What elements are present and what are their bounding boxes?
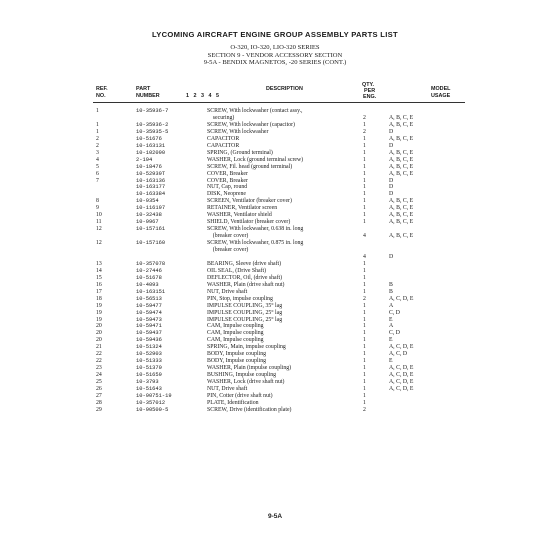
header-rule [93, 102, 465, 103]
model-usage-cell: A, B, C, E [389, 170, 414, 177]
qty-cell: 1 [363, 302, 366, 309]
qty-cell: 1 [363, 399, 366, 406]
qty-cell: 1 [363, 184, 366, 191]
qty-cell: 1 [363, 142, 366, 149]
description-cell: SCREW, With lockwasher (capacitor) [207, 121, 295, 128]
model-usage-cell: D [389, 177, 394, 184]
description-cell: SCREW, With lockwasher, 0.875 in. long [207, 240, 304, 247]
model-usage-cell: E [389, 316, 393, 323]
model-usage-cell: B [389, 281, 393, 288]
ref-cell: 15 [96, 274, 102, 281]
model-usage-cell: A, B, C, E [389, 205, 414, 212]
ref-cell: 10 [96, 212, 102, 219]
part-number-cell: 2-194 [136, 156, 153, 163]
ref-cell: 7 [96, 177, 99, 184]
part-number-cell: 10-3793 [136, 379, 159, 386]
part-number-cell: 10-116197 [136, 205, 166, 212]
ref-cell: 4 [96, 156, 99, 163]
ref-cell: 11 [96, 219, 102, 226]
part-number-cell: 10-163177 [136, 184, 166, 191]
part-number-cell: 10-157161 [136, 226, 166, 233]
subsection-heading: 9-5A - BENDIX MAGNETOS, -20 SERIES (CONT.) [203, 59, 347, 66]
description-cell: BEARING, Sleeve (drive shaft) [207, 260, 282, 267]
ref-cell: 9 [96, 205, 99, 212]
col-qty-line2: PER [364, 88, 376, 94]
description-cell: RETAINER, Ventilator screen [207, 205, 278, 212]
ref-cell: 17 [96, 288, 102, 295]
ref-cell: 1 [96, 128, 99, 135]
qty-cell: 1 [363, 392, 366, 399]
model-usage-cell: A, B, C, E [389, 156, 414, 163]
qty-cell: 1 [363, 170, 366, 177]
qty-cell: 1 [363, 156, 366, 163]
qty-cell: 1 [363, 309, 366, 316]
part-number-cell: 10-9967 [136, 219, 159, 226]
part-number-cell: 10-59437 [136, 330, 162, 337]
model-usage-cell: B [389, 288, 393, 295]
qty-cell: 1 [363, 135, 366, 142]
description-cell: CAPACITOR [207, 135, 240, 142]
description-cell: SPRING, (Ground terminal) [207, 149, 273, 156]
document-title: LYCOMING AIRCRAFT ENGINE GROUP ASSEMBLY PARTS LIST [152, 30, 398, 39]
description-cell: WASHER, Ventilator shield [207, 212, 272, 219]
ref-cell: 3 [96, 149, 99, 156]
qty-cell: 1 [363, 212, 366, 219]
col-model-line1: MODEL [431, 86, 451, 92]
part-number-cell: 10-51324 [136, 344, 162, 351]
ref-cell: 23 [96, 365, 102, 372]
part-number-cell: 10-35935-5 [136, 128, 169, 135]
model-usage-cell: E [389, 358, 393, 365]
description-cell: DEFLECTOR, Oil, (drive shaft) [207, 274, 283, 281]
part-number-cell: 10-51676 [136, 135, 162, 142]
ref-cell: 14 [96, 267, 102, 274]
model-usage-cell: A, B, C, E [389, 163, 414, 170]
part-number-cell: 10-4093 [136, 281, 159, 288]
qty-cell: 1 [363, 177, 366, 184]
ref-cell: 19 [96, 309, 102, 316]
model-usage-cell: A, B, C, E [389, 121, 414, 128]
series-heading: O-320, IO-320, LIO-320 SERIES [230, 44, 320, 51]
part-number-cell: 10-56513 [136, 295, 162, 302]
qty-cell: 4 [363, 233, 366, 240]
col-part-line1: PART [136, 86, 151, 92]
qty-cell: 2 [363, 128, 366, 135]
ref-cell: 29 [96, 406, 102, 413]
ref-cell: 20 [96, 330, 102, 337]
description-cell: SCREW, With lockwasher (contact assy., [207, 108, 303, 114]
description-cell: IMPULSE COUPLING, 35° lag [207, 302, 283, 309]
qty-cell: 1 [363, 372, 366, 379]
model-usage-cell: D [389, 142, 394, 149]
description-cell: BODY, Impulse coupling [207, 358, 266, 365]
description-cell: WASHER, Lock (drive shaft nut) [207, 379, 285, 386]
model-usage-cell: A [389, 323, 394, 330]
description-cell: SCREEN, Ventilator (breaker cover) [207, 198, 292, 205]
model-usage-cell: A, C, D, E [389, 295, 414, 302]
ref-cell: 2 [96, 135, 99, 142]
part-number-cell: 10-90751-19 [136, 392, 172, 399]
col-qty-line3: ENG. [363, 94, 377, 100]
model-usage-cell: D [389, 191, 394, 198]
col-ref-line2: NO. [96, 92, 106, 99]
qty-cell: 1 [363, 219, 366, 226]
model-usage-cell: A, C, D [389, 351, 408, 358]
part-number-cell: 10-27446 [136, 267, 162, 274]
qty-cell: 1 [363, 267, 366, 274]
description-cell: SCREW, With lockwasher, 0.638 in. long [207, 226, 304, 233]
qty-cell: 1 [363, 344, 366, 351]
description-cell: COVER, Breaker [207, 177, 248, 184]
part-number-cell: 10-163151 [136, 288, 166, 295]
description-cell: securing) [207, 114, 235, 121]
qty-cell: 1 [363, 198, 366, 205]
part-number-cell: 10-32438 [136, 212, 162, 219]
ref-cell: 20 [96, 337, 102, 344]
part-number-cell: 10-59477 [136, 302, 162, 309]
qty-cell: 1 [363, 379, 366, 386]
qty-cell: 1 [363, 274, 366, 281]
model-usage-cell: A, C, D, E [389, 386, 414, 392]
ref-cell: 12 [96, 240, 102, 247]
qty-cell: 1 [363, 121, 366, 128]
qty-cell: 1 [363, 191, 366, 198]
section-heading: SECTION 9 - VENDOR ACCESSORY SECTION [207, 51, 343, 59]
part-number-cell: 10-59471 [136, 323, 162, 330]
model-usage-cell: A, C, D, E [389, 372, 414, 379]
part-number-cell: 10-357012 [136, 399, 166, 406]
qty-cell: 1 [363, 281, 366, 288]
description-cell: SHIELD, Ventilator (breaker cover) [207, 219, 291, 226]
model-usage-cell: A, B, C, E [389, 114, 414, 121]
description-cell: SCREW, Fil. head (ground terminal) [207, 163, 293, 170]
ref-cell: 27 [96, 392, 102, 399]
ref-cell: 6 [96, 170, 99, 177]
description-cell: PIN, Stop, impulse coupling [207, 295, 273, 302]
part-number-cell: 10-163131 [136, 142, 166, 149]
model-usage-cell: E [389, 337, 393, 344]
part-number-cell: 10-163136 [136, 177, 166, 184]
part-number-cell: 10-357078 [136, 260, 166, 267]
part-number-cell: 10-51643 [136, 386, 162, 392]
ref-cell: 20 [96, 323, 102, 330]
ref-cell: 12 [96, 226, 102, 233]
description-cell: CAM, Impulse coupling [207, 337, 264, 344]
description-cell: PLATE, Identification [207, 399, 259, 406]
description-cell: SPRING, Main, impulse coupling [207, 344, 286, 351]
col-part-line2: NUMBER [136, 92, 160, 99]
page-number: 9-5A [267, 513, 283, 520]
qty-cell: 1 [363, 288, 366, 295]
part-number-cell: 10-51333 [136, 358, 162, 365]
part-number-cell: 10-90500-5 [136, 406, 169, 413]
model-usage-cell: A, C, D, E [389, 344, 414, 351]
part-number-cell: 10-157160 [136, 240, 166, 247]
col-indent-levels: 1 2 3 4 5 [186, 92, 219, 99]
model-usage-cell: A, B, C, E [389, 135, 414, 142]
description-cell: COVER, Breaker [207, 170, 248, 177]
qty-cell: 1 [363, 330, 366, 337]
description-cell: WASHER, Plain (drive shaft nut) [207, 281, 285, 288]
model-usage-cell: A, C, D, E [389, 379, 414, 386]
ref-cell: 16 [96, 281, 102, 288]
qty-cell: 1 [363, 149, 366, 156]
ref-cell: 24 [96, 372, 102, 379]
qty-cell: 1 [363, 163, 366, 170]
part-number-cell: 10-51678 [136, 274, 162, 281]
qty-cell: 1 [363, 316, 366, 323]
description-cell: (breaker cover) [207, 233, 249, 240]
model-usage-cell: A, C, D, E [389, 365, 414, 372]
qty-cell: 1 [363, 205, 366, 212]
col-qty-line1: QTY. [362, 82, 374, 88]
description-cell: OIL SEAL, (Drive Shaft) [207, 267, 267, 274]
part-number-cell: 10-52903 [136, 351, 162, 358]
qty-cell: 1 [363, 323, 366, 330]
qty-cell: 2 [363, 114, 366, 121]
description-cell: BODY, Impulse coupling [207, 351, 266, 358]
ref-cell: 28 [96, 399, 102, 406]
ref-cell: 1 [96, 108, 99, 114]
part-number-cell: 10-51659 [136, 372, 162, 379]
description-cell: IMPULSE COUPLING, 25° lag [207, 316, 283, 323]
ref-cell: 19 [96, 302, 102, 309]
col-ref-line1: REF. [96, 86, 108, 92]
model-usage-cell: A, B, C, E [389, 233, 414, 240]
description-cell: CAPACITOR [207, 142, 240, 149]
ref-cell: 13 [96, 260, 102, 267]
description-cell: SCREW, With lockwasher [207, 128, 269, 135]
qty-cell: 1 [363, 365, 366, 372]
qty-cell: 1 [363, 260, 366, 267]
ref-cell: 26 [96, 386, 102, 392]
description-cell: CAM, Impulse coupling [207, 323, 264, 330]
part-number-cell: 10-51370 [136, 365, 162, 372]
part-number-cell: 10-9354 [136, 198, 159, 205]
model-usage-cell: A [389, 302, 394, 309]
model-usage-cell: D [389, 184, 394, 191]
ref-cell: 21 [96, 344, 102, 351]
part-number-cell: 10-59473 [136, 316, 162, 323]
description-cell: IMPULSE COUPLING, 25° lag [207, 309, 283, 316]
part-number-cell: 10-35936-2 [136, 121, 169, 128]
model-usage-cell: D [389, 128, 394, 135]
model-usage-cell: D [389, 253, 394, 260]
ref-cell: 8 [96, 198, 99, 205]
description-cell: DISK, Neoprene [207, 191, 246, 198]
qty-cell: 1 [363, 351, 366, 358]
part-number-cell: 10-59474 [136, 309, 162, 316]
model-usage-cell: A, B, C, E [389, 212, 414, 219]
part-number-cell: 10-35936-7 [136, 108, 169, 114]
description-cell: NUT, Drive shaft [207, 386, 248, 392]
description-cell: WASHER, Plain (impulse coupling) [207, 365, 292, 372]
model-usage-cell: C, D [389, 309, 400, 316]
model-usage-cell: A, B, C, E [389, 219, 414, 226]
description-cell: NUT, Drive shaft [207, 288, 248, 295]
model-usage-cell: A, B, C, E [389, 149, 414, 156]
qty-cell: 1 [363, 337, 366, 344]
part-number-cell: 10-59436 [136, 337, 162, 344]
table-row [0, 407, 550, 414]
description-cell: NUT, Cap, round [207, 184, 248, 191]
qty-cell: 2 [363, 295, 366, 302]
part-number-cell: 10-52939T [136, 170, 166, 177]
part-number-cell: 10-18476 [136, 163, 162, 170]
qty-cell: 1 [363, 358, 366, 365]
ref-cell: 19 [96, 316, 102, 323]
ref-cell: 18 [96, 295, 102, 302]
ref-cell: 22 [96, 358, 102, 365]
qty-cell: 2 [363, 406, 366, 413]
description-cell: WASHER, Lock (ground terminal screw) [207, 156, 304, 163]
description-cell: CAM, Impulse coupling [207, 330, 264, 337]
ref-cell: 25 [96, 379, 102, 386]
col-description: DESCRIPTION [266, 86, 303, 92]
col-model-line2: USAGE [431, 92, 451, 99]
ref-cell: 22 [96, 351, 102, 358]
description-cell: PIN, Cotter (drive shaft nut) [207, 392, 273, 399]
ref-cell: 5 [96, 163, 99, 170]
description-cell: (breaker cover) [207, 247, 249, 253]
part-number-cell: 10-163384 [136, 191, 166, 198]
qty-cell: 4 [363, 253, 366, 260]
qty-cell: 1 [363, 386, 366, 392]
model-usage-cell: C, D [389, 330, 400, 337]
model-usage-cell: A, B, C, E [389, 198, 414, 205]
ref-cell: 1 [96, 121, 99, 128]
part-number-cell: 10-102090 [136, 149, 166, 156]
description-cell: SCREW, Drive (identification plate) [207, 406, 292, 413]
description-cell: BUSHING, Impulse coupling [207, 372, 277, 379]
ref-cell: 2 [96, 142, 99, 149]
